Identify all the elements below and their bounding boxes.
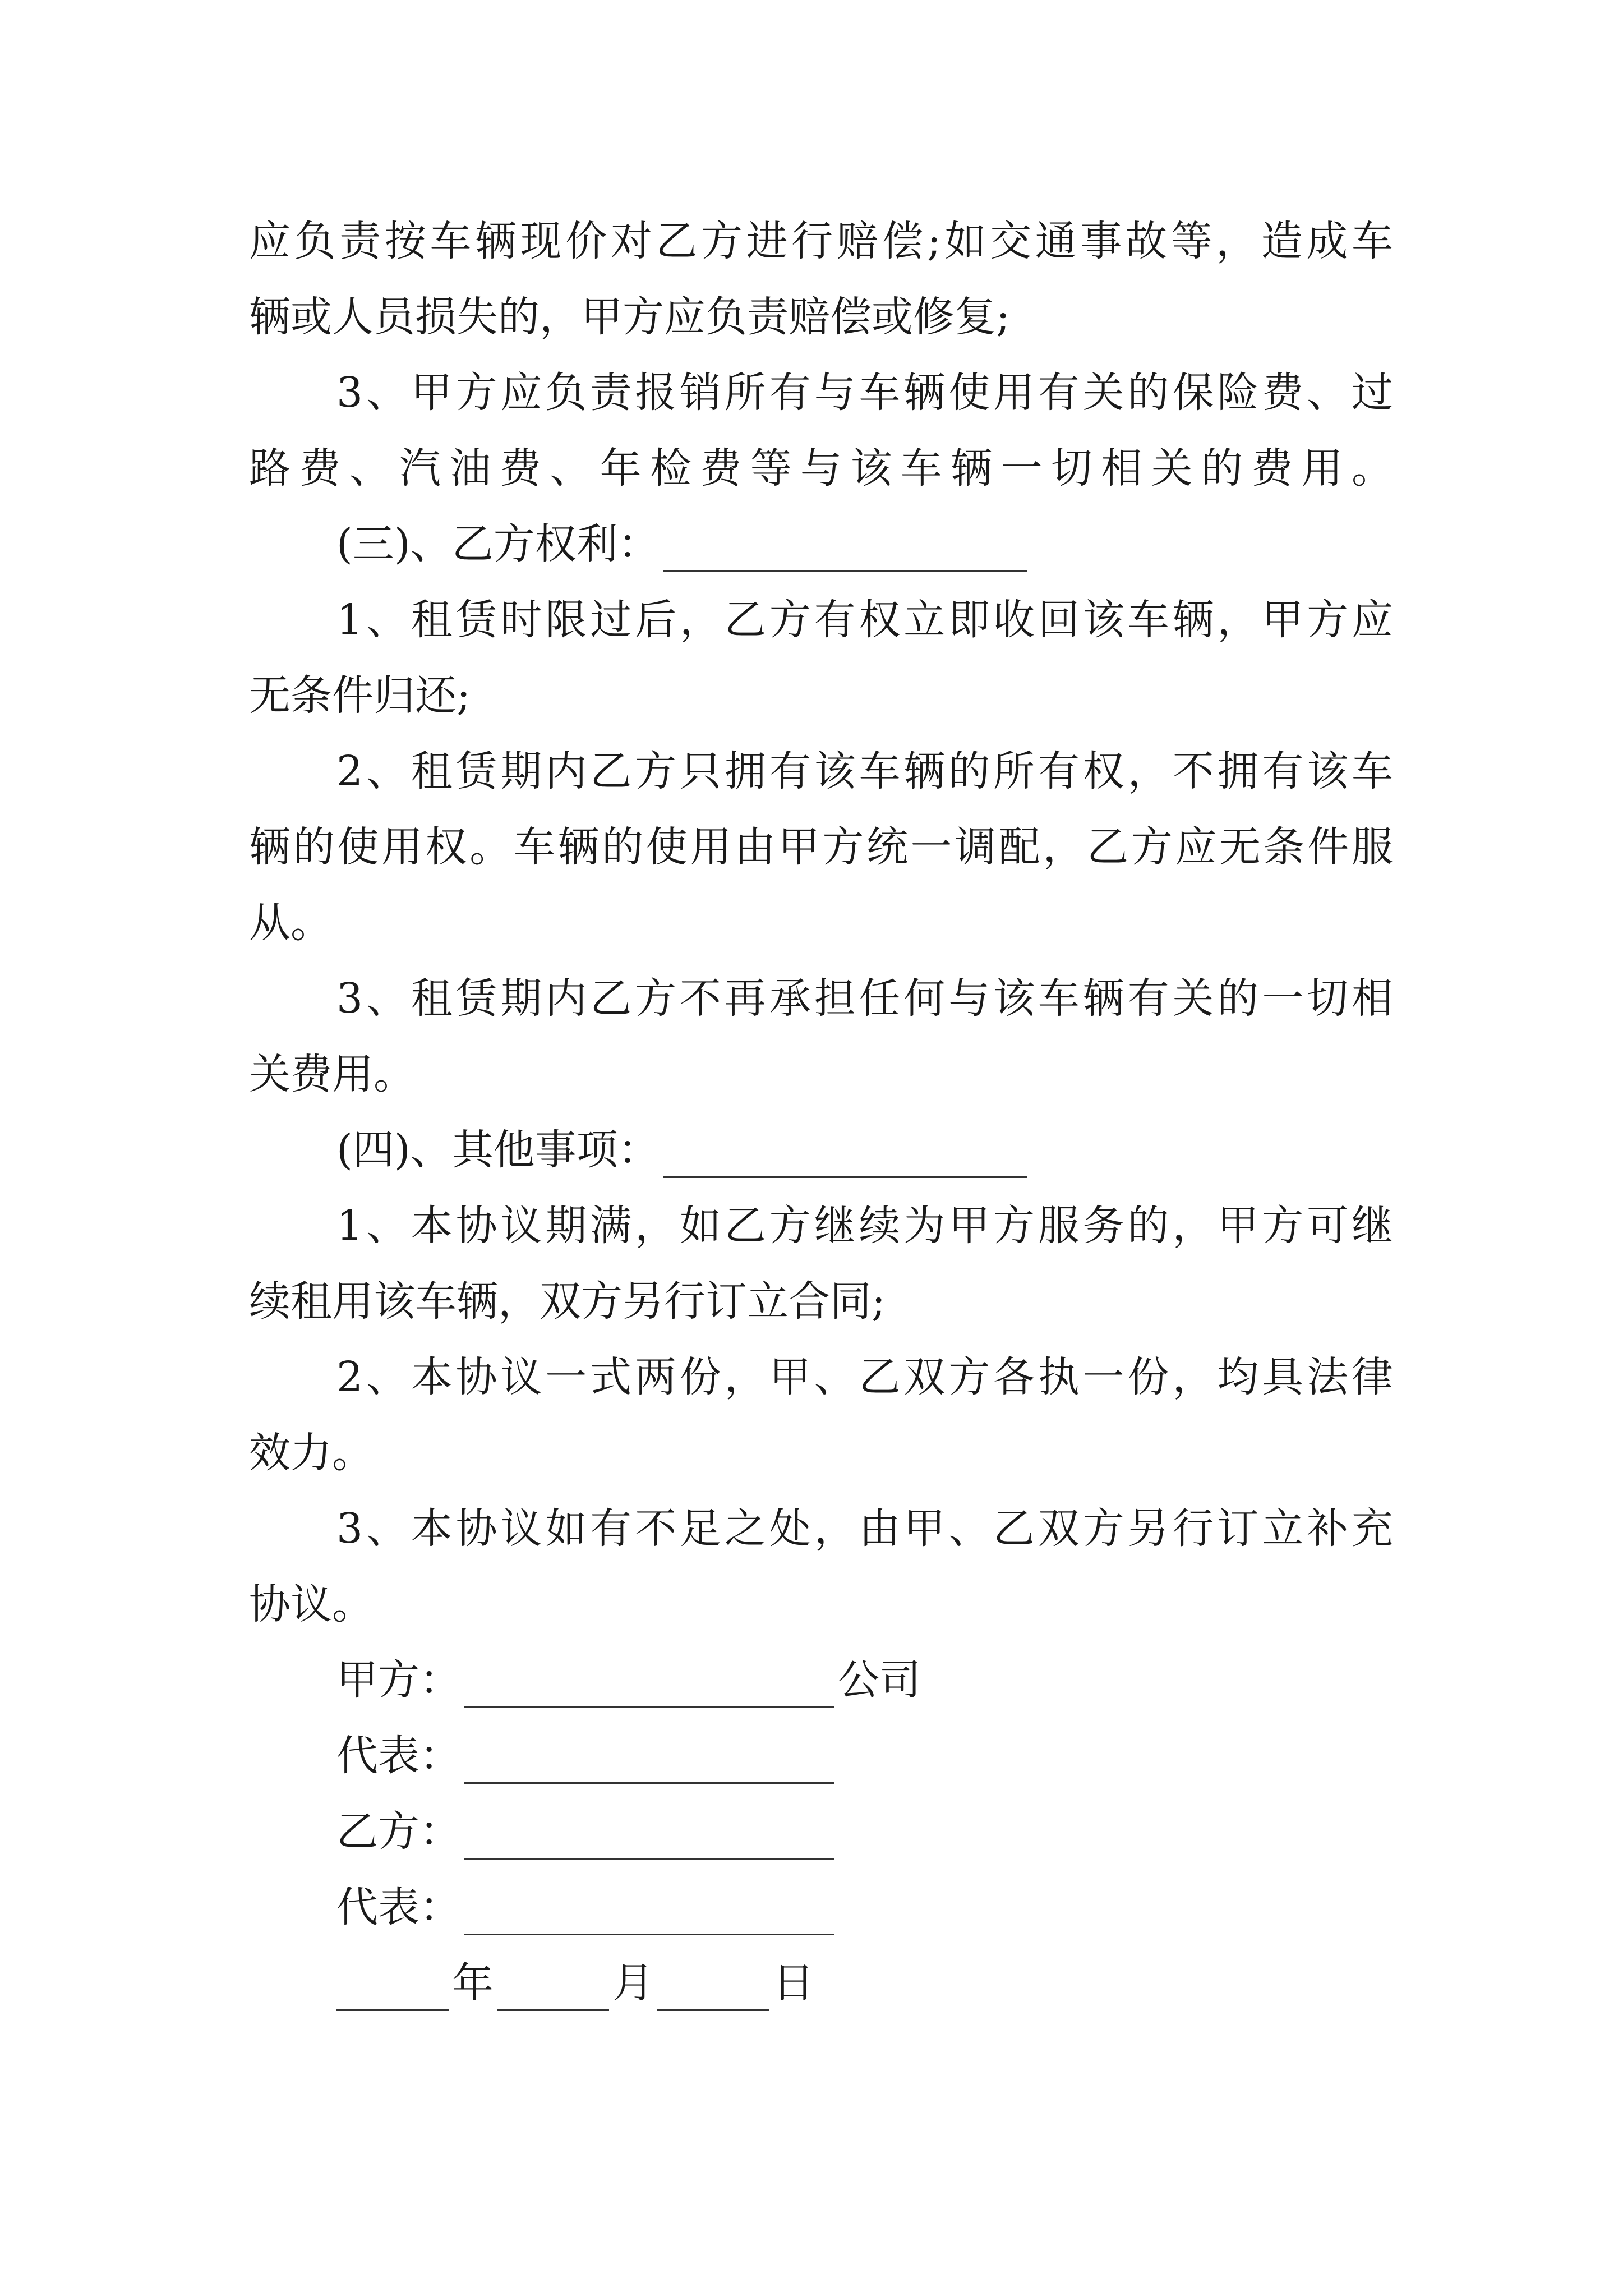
party-a-suffix: 公司 xyxy=(838,1656,921,1704)
rep-a-line xyxy=(336,1728,1393,1784)
paragraph-line: 辆或人员损失的，甲方应负责赔偿或修复; xyxy=(249,293,1010,341)
party-a-line xyxy=(336,1652,1393,1708)
paragraph-line: 应负责按车辆现价对乙方进行赔偿;如交通事故等，造成车 xyxy=(249,217,1393,265)
paragraph-line: 3、本协议如有不足之处，由甲、乙双方另行订立补充 xyxy=(336,1504,1393,1553)
paragraph-line: 2、本协议一式两份，甲、乙双方各执一份，均具法律 xyxy=(336,1353,1393,1401)
paragraph-line: 辆的使用权。车辆的使用由甲方统一调配，乙方应无条件服 xyxy=(249,823,1393,871)
party-a-label: 甲方： xyxy=(336,1656,461,1704)
paragraph-line: 1、本协议期满，如乙方继续为甲方服务的，甲方可继 xyxy=(336,1202,1393,1250)
paragraph-line: 协议。 xyxy=(249,1580,374,1628)
party-b-line xyxy=(336,1803,1393,1860)
rep-a-label: 代表： xyxy=(336,1732,461,1780)
date-day-label: 日 xyxy=(773,1959,814,2007)
paragraph-line: 1、租赁时限过后，乙方有权立即收回该车辆，甲方应 xyxy=(336,596,1393,644)
paragraph-line: 效力。 xyxy=(249,1429,374,1477)
party-b-label: 乙方： xyxy=(336,1807,461,1856)
paragraph-line: 续租用该车辆，双方另行订立合同; xyxy=(249,1277,886,1326)
year-blank xyxy=(336,1970,449,2011)
party-a-blank xyxy=(464,1667,834,1708)
paragraph-line: 无条件归还; xyxy=(249,671,471,720)
paragraph-line: 2、租赁期内乙方只拥有该车辆的所有权，不拥有该车 xyxy=(336,747,1393,795)
month-blank xyxy=(497,1970,609,2011)
section-heading-label: (四)、其他事项： xyxy=(336,1126,660,1174)
paragraph-line: 3、租赁期内乙方不再承担任何与该车辆有关的一切相 xyxy=(336,974,1393,1023)
date-month-label: 月 xyxy=(612,1959,654,2007)
section-heading-label: (三)、乙方权利： xyxy=(336,520,660,568)
day-blank xyxy=(657,1970,769,2011)
paragraph-line: 3、甲方应负责报销所有与车辆使用有关的保险费、过 xyxy=(336,369,1393,417)
paragraph-line: 关费用。 xyxy=(249,1050,415,1098)
rep-a-blank xyxy=(464,1743,834,1784)
fill-blank xyxy=(663,1137,1027,1178)
section-heading-three xyxy=(336,516,1393,572)
paragraph-line: 从。 xyxy=(249,899,332,947)
section-heading-four xyxy=(336,1122,1393,1178)
paragraph-line: 路费、汽油费、年检费等与该车辆一切相关的费用。 xyxy=(249,444,1393,493)
rep-b-label: 代表： xyxy=(336,1883,461,1931)
rep-b-blank xyxy=(464,1894,834,1935)
fill-blank xyxy=(663,531,1027,572)
date-year-label: 年 xyxy=(452,1959,494,2007)
date-line xyxy=(336,1955,1393,2011)
party-b-blank xyxy=(464,1819,834,1860)
rep-b-line xyxy=(336,1879,1393,1935)
